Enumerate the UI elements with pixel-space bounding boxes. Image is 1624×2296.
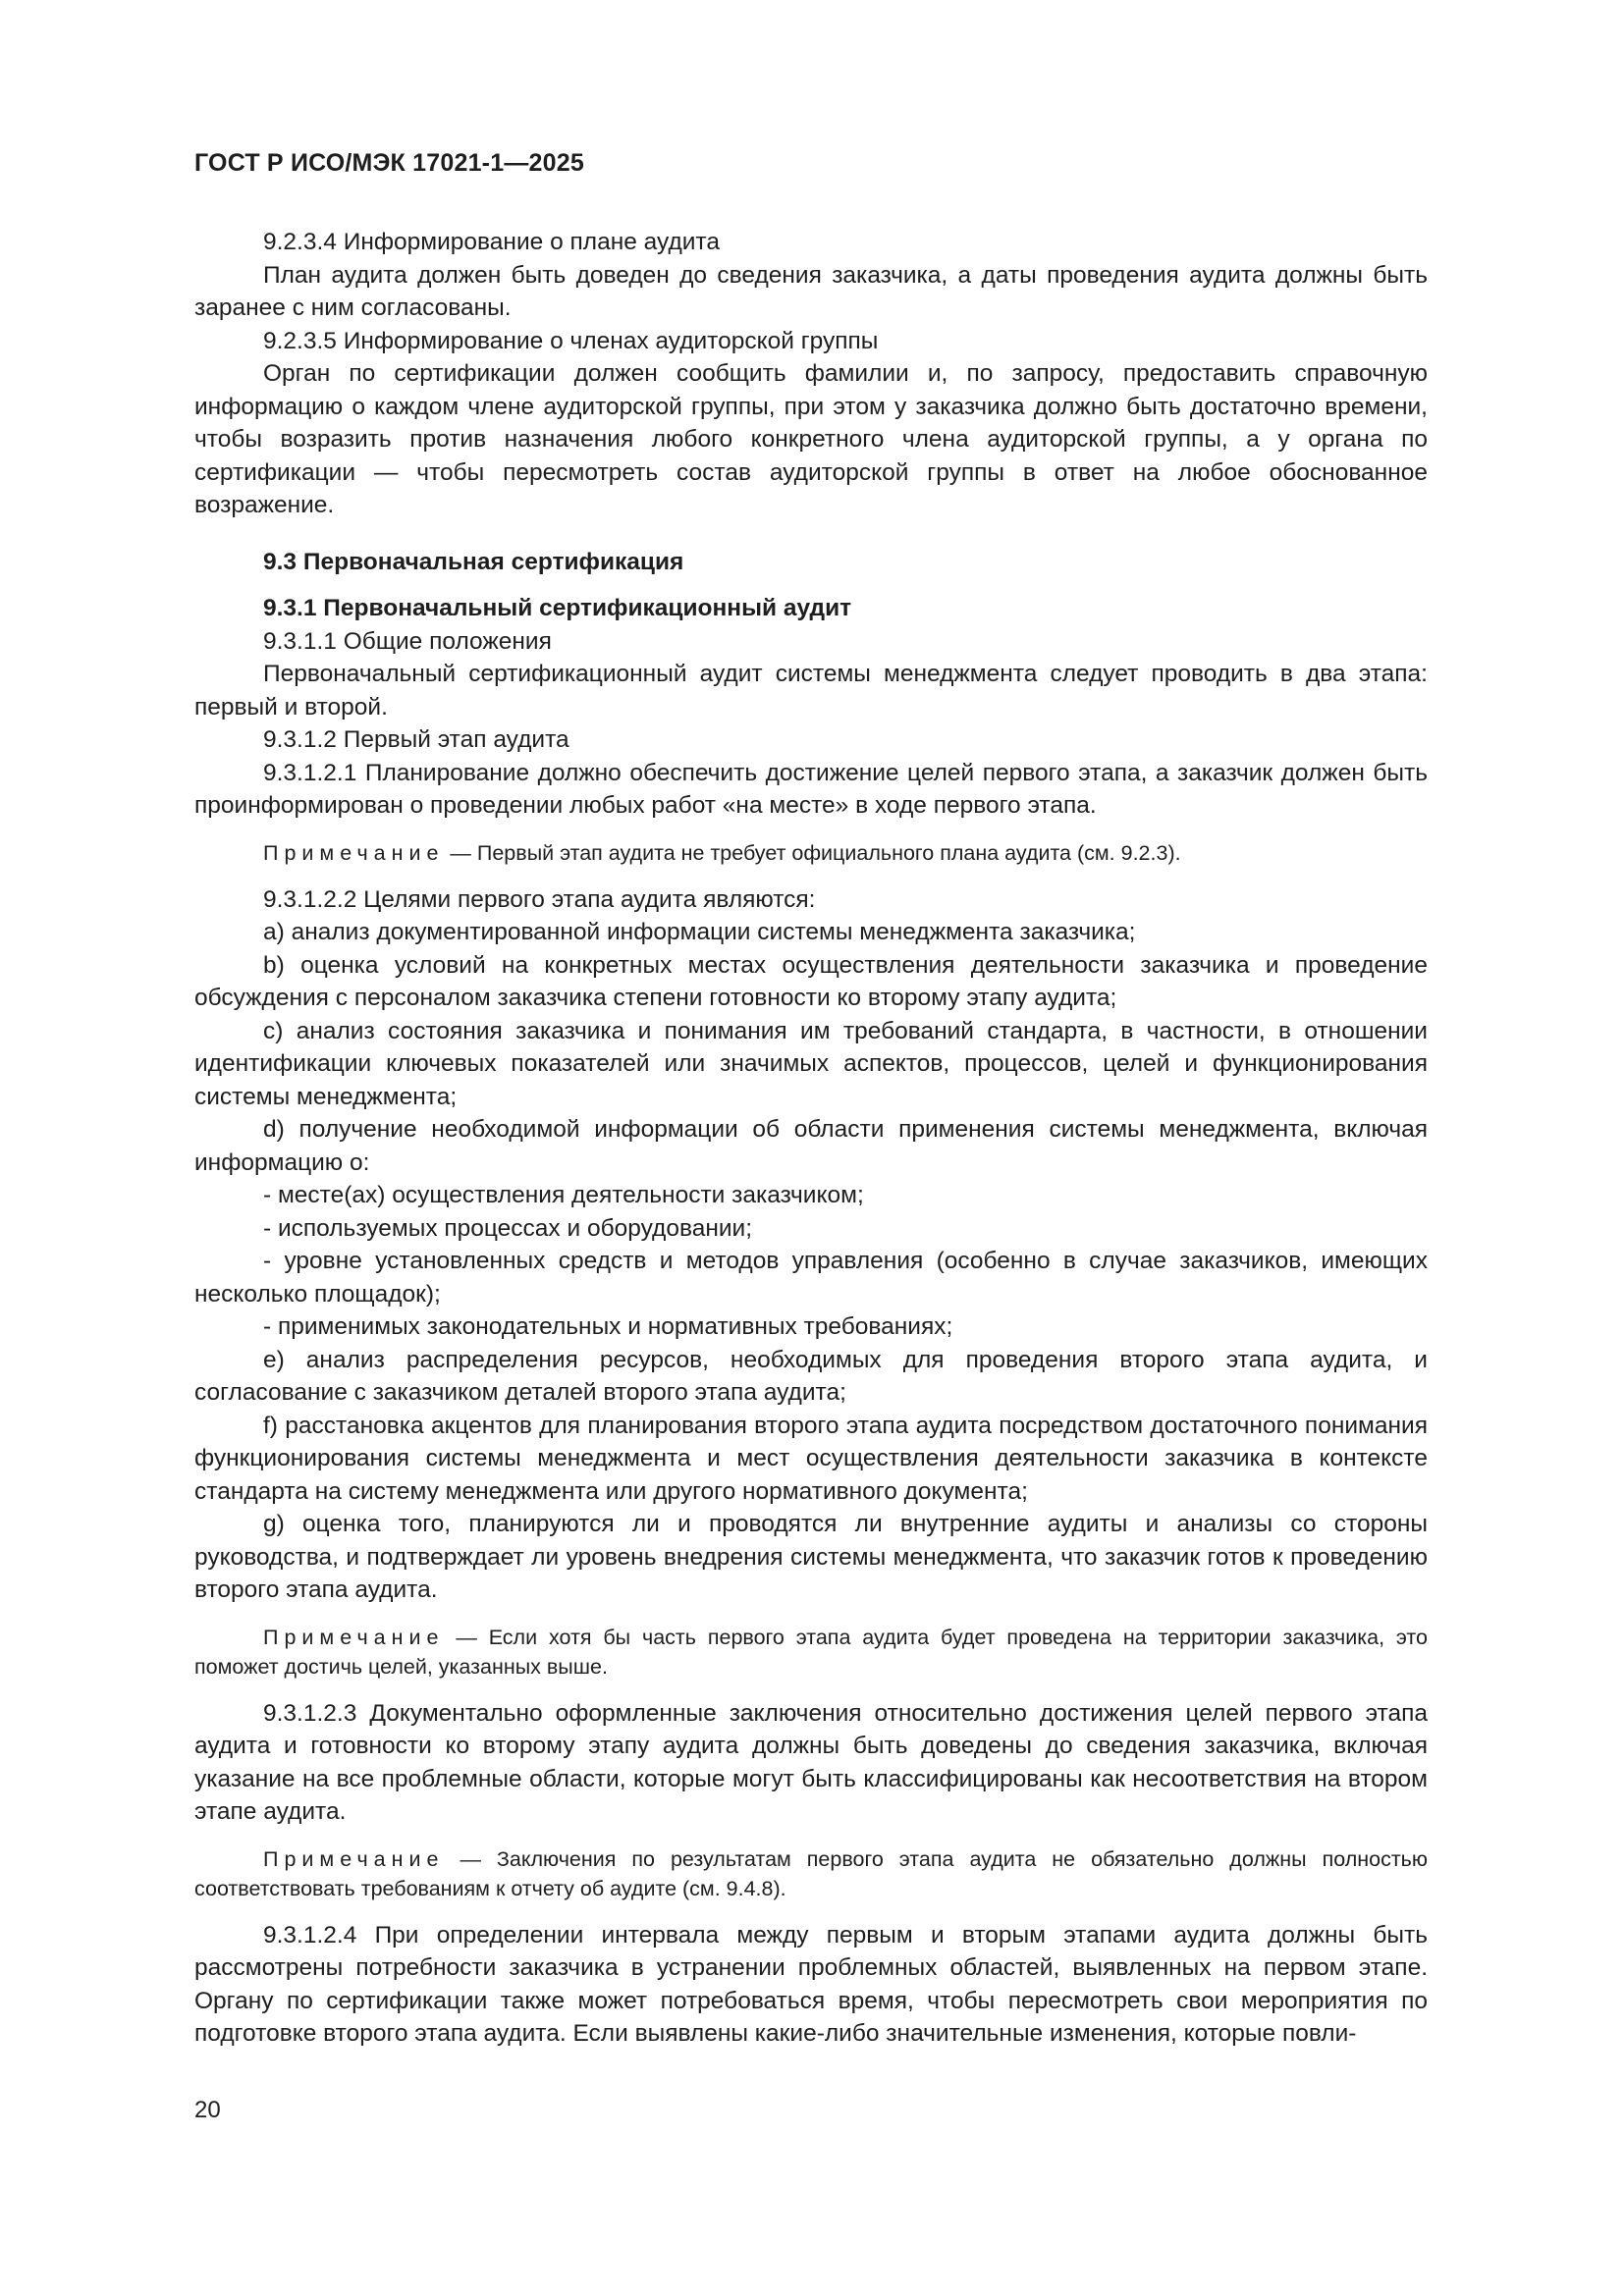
clause-9-2-3-5-text: Орган по сертификации должен сообщить фамилии и, по запросу, предоставить справочную информацию о каждом члене аудиторской группы, при этом у заказчика должно быть достаточно времени, чтобы возразить против назначения любого конкретного члена аудиторской группы, а у органа по сертификации — чтобы пересмотреть состав аудиторской группы в ответ на любое обоснованное возражение. [194, 360, 1428, 518]
note-label: Примечание [263, 1625, 445, 1649]
note-text: — Первый этап аудита не требует официального плана аудита (см. 9.2.3). [444, 840, 1181, 865]
clause-9-2-3-4-title: 9.2.3.4 Информирование о плане аудита [263, 229, 720, 255]
note-label: Примечание [263, 840, 445, 865]
note-label: Примечание [263, 1846, 445, 1871]
page-number: 20 [194, 2097, 221, 2123]
clause-9-3-1-1-title: 9.3.1.1 Общие положения [263, 627, 552, 655]
note-2 [194, 1623, 1428, 1682]
list-item-c: c) анализ состояния заказчика и понимания им требований стандарта, в частности, в отношении идентификации ключевых показателей или значимых аспектов, процессов, целей и функционирования системы менеджмента; [194, 1017, 1428, 1110]
section-9-3-1-heading: 9.3.1 Первоначальный сертификационный аудит [263, 595, 852, 621]
clause-9-3-1-2-2-title: 9.3.1.2.2 Целями первого этапа аудита являются: [263, 885, 816, 913]
note-1 [194, 838, 1428, 868]
clause-9-2-3-5-title: 9.2.3.5 Информирование о членах аудиторской группы [263, 327, 879, 354]
list-item-d-4: - применимых законодательных и нормативных требованиях; [263, 1313, 953, 1340]
list-item-d: d) получение необходимой информации об области применения системы менеджмента, включая информацию о: [194, 1116, 1428, 1176]
clause-9-3-1-2-1-text: 9.3.1.2.1 Планирование должно обеспечить достижение целей первого этапа, а заказчик должен быть проинформирован о проведении любых работ «на месте» в ходе первого этапа. [194, 759, 1428, 819]
note-text: — Заключения по результатам первого этапа аудита не обязательно должны полностью соответствовать требованиям к отчету об аудите (см. 9.4.8). [194, 1846, 1428, 1900]
list-item-g: g) оценка того, планируются ли и проводятся ли внутренние аудиты и анализы со стороны руководства, и подтверждает ли уровень внедрения системы менеджмента, что заказчик готов к проведению второго этапа аудита. [194, 1511, 1428, 1603]
standard-header: ГОСТ Р ИСО/МЭК 17021-1—2025 [194, 149, 584, 177]
note-3 [194, 1844, 1428, 1903]
list-item-a: a) анализ документированной информации системы менеджмента заказчика; [263, 919, 1136, 945]
note-text: — Если хотя бы часть первого этапа аудита будет проведена на территории заказчика, это поможет достичь целей, указанных выше. [194, 1625, 1428, 1679]
list-item-f: f) расстановка акцентов для планирования второго этапа аудита посредством достаточного понимания функционирования системы менеджмента и мест осуществления деятельности заказчика в контексте стандарта на систему менеджмента или другого нормативного документа; [194, 1412, 1428, 1505]
list-item-d-3: - уровне установленных средств и методов управления (особенно в случае заказчиков, имеющих несколько площадок); [194, 1248, 1428, 1308]
list-item-d-2: - используемых процессах и оборудовании; [263, 1214, 753, 1242]
clause-9-3-1-1-text: Первоначальный сертификационный аудит системы менеджмента следует проводить в два этапа: первый и второй. [194, 661, 1428, 721]
clause-9-2-3-4-text: План аудита должен быть доведен до сведения заказчика, а даты проведения аудита должны быть заранее с ним согласованы. [194, 261, 1428, 321]
clause-9-3-1-2-4-text: 9.3.1.2.4 При определении интервала между первым и вторым этапами аудита должны быть рассмотрены потребности заказчика в устранении проблемных областей, выявленных на первом этапе. Органу по сертификации также может потребоваться время, чтобы пересмотреть свои мероприятия по подготовке второго этапа аудита. Если выявлены какие-либо значительные изменения, которые повли- [194, 1921, 1428, 2047]
clause-9-3-1-2-3-text: 9.3.1.2.3 Документально оформленные заключения относительно достижения целей первого этапа аудита и готовности ко второму этапу аудита должны быть доведены до сведения заказчика, включая указание на все проблемные области, которые могут быть классифицированы как несоответствия на втором этапе аудита. [194, 1699, 1428, 1825]
section-9-3-heading: 9.3 Первоначальная сертификация [263, 548, 684, 575]
clause-9-3-1-2-title: 9.3.1.2 Первый этап аудита [263, 726, 569, 753]
list-item-d-1: - месте(ах) осуществления деятельности заказчиком; [263, 1182, 864, 1208]
document-body [194, 226, 1428, 2051]
list-item-e: e) анализ распределения ресурсов, необходимых для проведения второго этапа аудита, и согласование с заказчиком деталей второго этапа аудита; [194, 1346, 1428, 1406]
list-item-b: b) оценка условий на конкретных местах осуществления деятельности заказчика и проведение обсуждения с персоналом заказчика степени готовности ко второму этапу аудита; [194, 951, 1428, 1011]
